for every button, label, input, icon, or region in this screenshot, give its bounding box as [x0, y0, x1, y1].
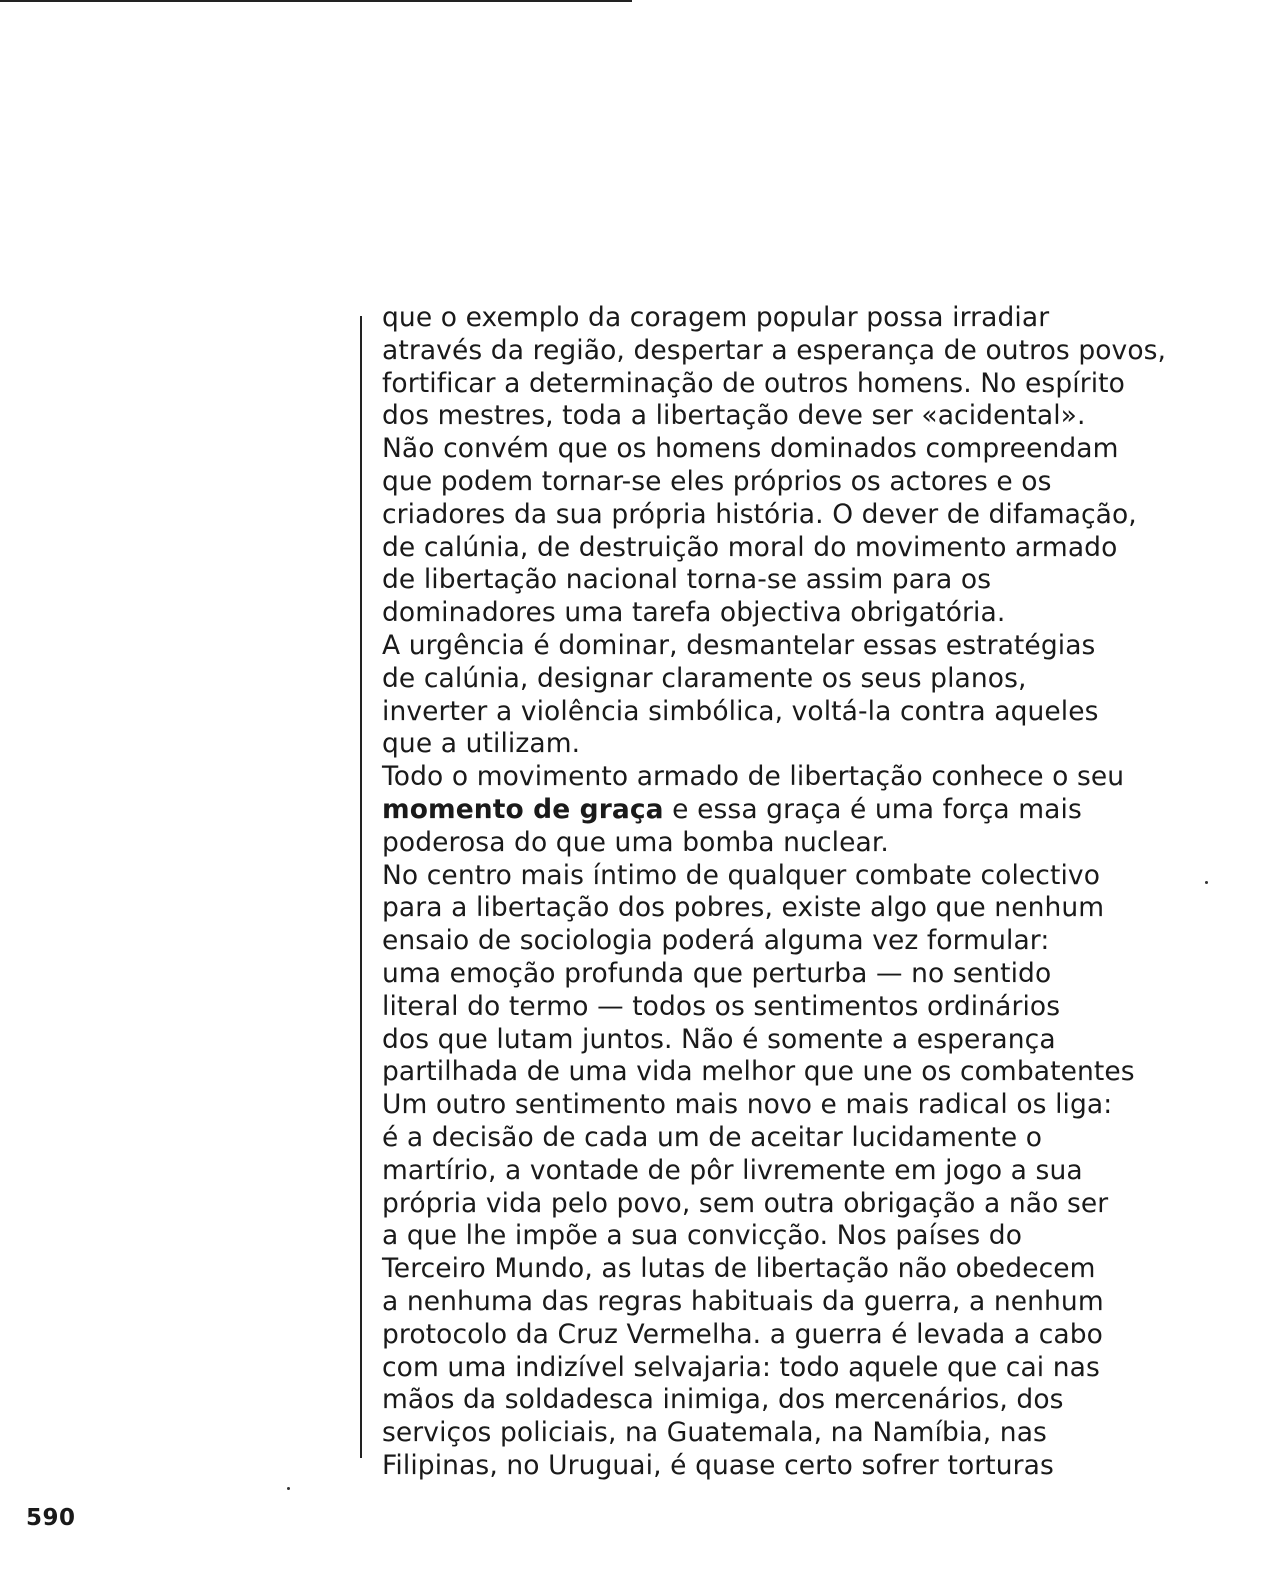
- line-continuation: e essa graça é uma força mais: [663, 793, 1082, 825]
- text-line: para a libertação dos pobres, existe algo que nenhum: [382, 892, 1105, 924]
- page-number: 590: [26, 1505, 76, 1531]
- text-line: dominadores uma tarefa objectiva obrigatória.: [382, 597, 1006, 629]
- text-line: de libertação nacional torna-se assim para os: [382, 564, 992, 596]
- text-line: poderosa do que uma bomba nuclear.: [382, 826, 889, 858]
- scan-speck: [287, 1487, 290, 1490]
- text-line: Não convém que os homens dominados compreendam: [382, 433, 1119, 465]
- scan-speck: [1205, 881, 1208, 884]
- top-rule: [0, 0, 632, 2]
- text-line: dos que lutam juntos. Não é somente a esperança: [382, 1023, 1056, 1055]
- text-line: literal do termo — todos os sentimentos ordinários: [382, 990, 1061, 1022]
- text-line: através da região, despertar a esperança de outros povos,: [382, 334, 1167, 366]
- text-line: protocolo da Cruz Vermelha. a guerra é levada a cabo: [382, 1318, 1103, 1350]
- text-line: serviços policiais, na Guatemala, na Namíbia, nas: [382, 1417, 1047, 1449]
- text-line: a que lhe impõe a sua convicção. Nos países do: [382, 1220, 1023, 1252]
- text-line: A urgência é dominar, desmantelar essas estratégias: [382, 629, 1096, 661]
- body-text: [382, 302, 1242, 1483]
- text-line: ensaio de sociologia poderá alguma vez formular:: [382, 925, 1050, 957]
- text-line: No centro mais íntimo de qualquer combate colectivo: [382, 859, 1101, 891]
- text-line: é a decisão de cada um de aceitar lucidamente o: [382, 1121, 1043, 1153]
- text-line: de calúnia, de destruição moral do movimento armado: [382, 531, 1118, 563]
- text-line-emphasis: [382, 794, 1242, 827]
- text-line: própria vida pelo povo, sem outra obrigação a não ser: [382, 1187, 1109, 1219]
- text-line: fortificar a determinação de outros homens. No espírito: [382, 367, 1125, 399]
- text-line: Filipinas, no Uruguai, é quase certo sofrer torturas: [382, 1449, 1054, 1481]
- text-line: Todo o movimento armado de libertação conhece o seu: [382, 761, 1125, 793]
- text-line: Um outro sentimento mais novo e mais radical os liga:: [382, 1089, 1113, 1121]
- text-line: de calúnia, designar claramente os seus planos,: [382, 662, 1027, 694]
- margin-rule: [360, 316, 362, 1458]
- text-line: dos mestres, toda a libertação deve ser «acidental».: [382, 400, 1086, 432]
- text-line: que a utilizam.: [382, 728, 581, 760]
- text-line: mãos da soldadesca inimiga, dos mercenários, dos: [382, 1384, 1064, 1416]
- emphasis-text: momento de graça: [382, 793, 664, 825]
- text-line: uma emoção profunda que perturba — no sentido: [382, 957, 1052, 989]
- text-line: que o exemplo da coragem popular possa irradiar: [382, 302, 1050, 333]
- text-line: que podem tornar-se eles próprios os actores e os: [382, 465, 1052, 497]
- text-line: martírio, a vontade de pôr livremente em jogo a sua: [382, 1154, 1083, 1186]
- text-line: partilhada de uma vida melhor que une os combatentes: [382, 1056, 1135, 1088]
- text-line: inverter a violência simbólica, voltá-la contra aqueles: [382, 695, 1099, 727]
- text-line: Terceiro Mundo, as lutas de libertação não obedecem: [382, 1253, 1096, 1285]
- text-line: criadores da sua própria história. O dever de difamação,: [382, 498, 1137, 530]
- text-line: a nenhuma das regras habituais da guerra, a nenhum: [382, 1285, 1104, 1317]
- text-line: com uma indizível selvajaria: todo aquele que cai nas: [382, 1351, 1100, 1383]
